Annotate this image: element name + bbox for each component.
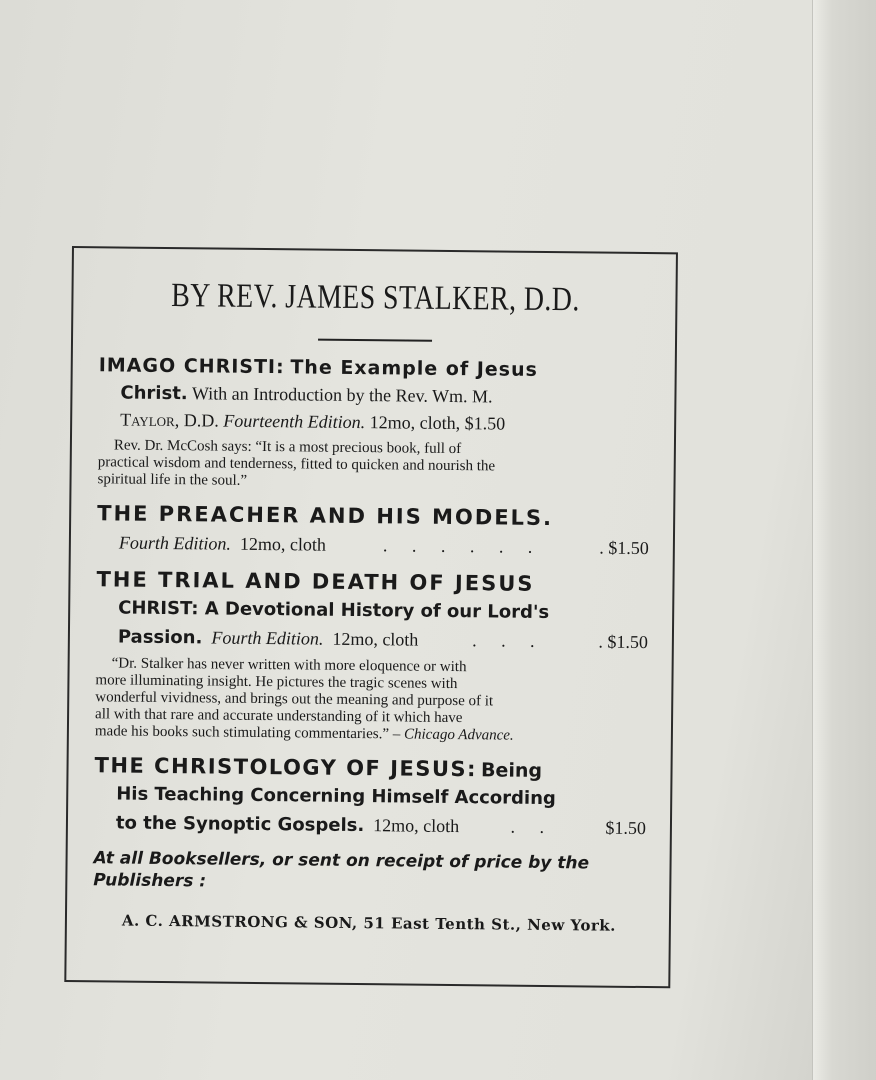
- advertisement-box: [64, 246, 678, 988]
- book-title: THE CHRISTOLOGY OF JESUS:: [94, 753, 478, 782]
- book-title: IMAGO CHRISTI:: [98, 354, 285, 379]
- book-subtitle: Being: [480, 759, 543, 782]
- book-subtitle: CHRIST: A Devotional History of our Lord's: [118, 597, 550, 624]
- book-imago-christi: [97, 352, 650, 494]
- book-subtitle-cont: Passion.: [117, 626, 203, 649]
- book-trial-death: [95, 564, 649, 746]
- book-title: THE PREACHER AND HIS MODELS.: [97, 501, 554, 531]
- book-subtitle-cont: His Teaching Concerning Himself According: [116, 783, 556, 810]
- book-price: $1.50: [605, 817, 647, 839]
- book-edition: Fourteenth Edition.: [223, 410, 366, 433]
- author-heading: BY REV. JAMES STALKER, D.D.: [171, 277, 580, 319]
- review-line: spiritual life in the soul.”: [97, 471, 248, 489]
- book-edition: Fourth Edition.: [118, 532, 231, 554]
- heading-rule: [318, 339, 432, 342]
- book-subtitle-cont: Christ.: [120, 382, 188, 405]
- book-introducer: Taylor, D.D.: [120, 409, 219, 431]
- review-source: – Chicago Advance.: [392, 726, 514, 744]
- book-intro: With an Introduction by the Rev. Wm. M.: [191, 383, 493, 407]
- book-format: 12mo, cloth: [373, 815, 460, 837]
- book-subtitle: The Example of Jesus: [290, 356, 538, 381]
- book-format: 12mo, cloth: [239, 533, 326, 555]
- review-line: wonderful vividness, and brings out the meaning and purpose of it: [95, 689, 494, 710]
- review-line: “Dr. Stalker has never written with more eloquence or with: [111, 655, 467, 676]
- book-preacher-models: [97, 498, 650, 562]
- review-line: all with that rare and accurate understanding of it which have: [95, 706, 463, 727]
- book-title: THE TRIAL AND DEATH OF JESUS: [96, 567, 535, 596]
- book-christology: [94, 750, 647, 843]
- review-line: Rev. Dr. McCosh says: “It is a most precious book, full of: [113, 437, 462, 458]
- book-format-price: 12mo, cloth, $1.50: [369, 412, 506, 434]
- book-price: . $1.50: [599, 537, 649, 559]
- leader-dots: . . .: [472, 630, 545, 651]
- book-review: [95, 655, 648, 746]
- book-format: 12mo, cloth: [332, 628, 419, 650]
- availability-note: At all Booksellers, or sent on receipt of price by the Publishers :: [93, 848, 590, 892]
- leader-dots: . .: [510, 816, 555, 838]
- book-price: . $1.50: [598, 631, 648, 653]
- page-edge: [812, 0, 876, 1080]
- leader-dots: . . . . . .: [382, 535, 543, 557]
- book-edition: Fourth Edition.: [211, 627, 324, 649]
- publisher-address: A. C. ARMSTRONG & SON, 51 East Tenth St., New York.: [121, 911, 617, 935]
- book-subtitle-end: to the Synoptic Gospels.: [115, 812, 365, 837]
- review-line: made his books such stimulating commentaries.”: [94, 723, 390, 743]
- review-line: practical wisdom and tenderness, fitted to quicken and nourish the: [97, 454, 496, 475]
- review-line: more illuminating insight. He pictures the tragic scenes with: [95, 672, 458, 693]
- book-review: [97, 437, 650, 494]
